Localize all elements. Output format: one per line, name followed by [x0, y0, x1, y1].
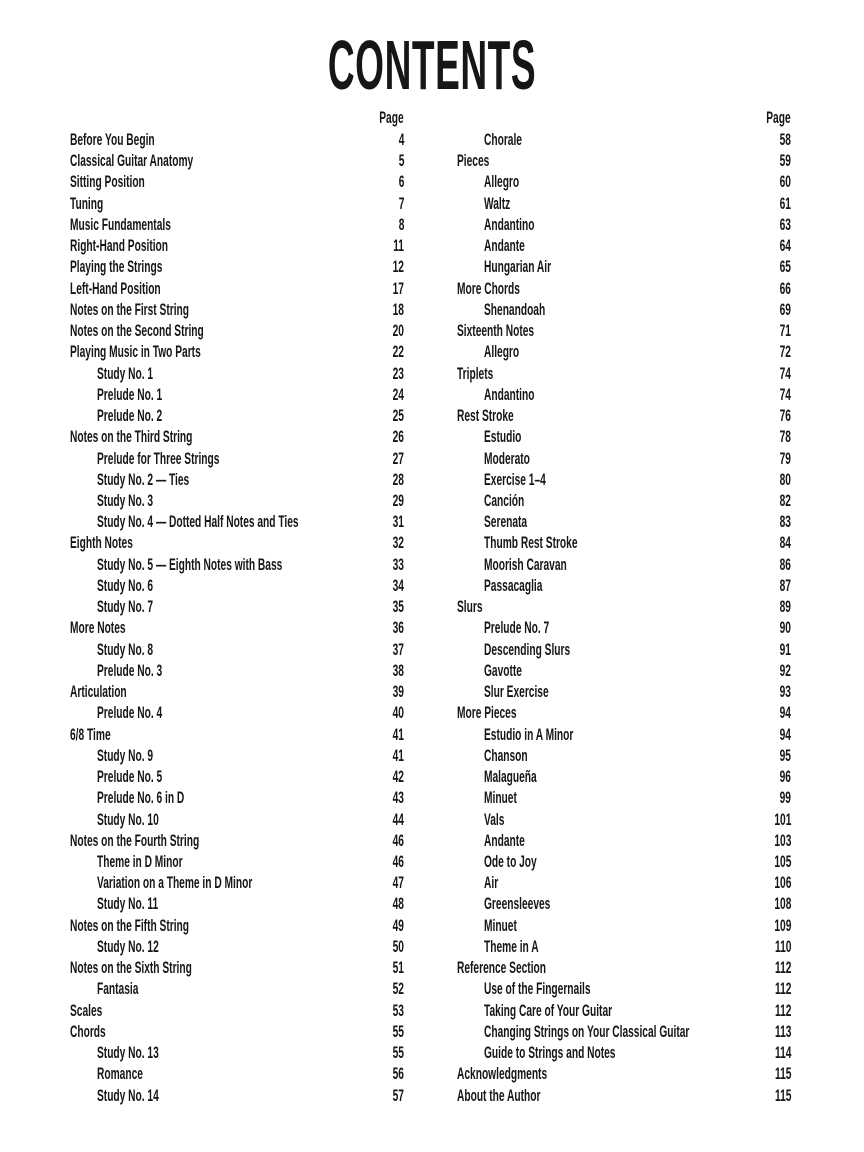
toc-entry-label: Theme in D Minor — [97, 851, 183, 871]
toc-columns — [70, 107, 791, 1106]
toc-entry — [457, 171, 791, 192]
toc-entry-page-number: 87 — [779, 575, 791, 595]
toc-entry-page-number: 64 — [779, 236, 791, 256]
toc-entry-label: Notes on the Fourth String — [70, 830, 200, 850]
toc-entry-label: Classical Guitar Anatomy — [70, 151, 194, 171]
toc-entry-label: 6/8 Time — [70, 724, 111, 744]
toc-entry-label: Study No. 3 — [97, 490, 154, 510]
toc-entry-label: Exercise 1–4 — [484, 469, 546, 489]
toc-entry-page-number: 95 — [779, 745, 791, 765]
toc-entry-label: Variation on a Theme in D Minor — [97, 873, 253, 893]
toc-entry — [457, 936, 791, 957]
toc-entry-page-number: 103 — [773, 830, 791, 850]
toc-entry-page-number: 46 — [392, 830, 404, 850]
toc-entry-label: Playing Music in Two Parts — [70, 342, 201, 362]
toc-entry-label: Study No. 14 — [97, 1085, 159, 1105]
toc-entry-page-number: 74 — [779, 363, 791, 383]
toc-entry-label: Theme in A — [484, 936, 539, 956]
toc-entry-page-number: 109 — [773, 915, 791, 935]
toc-entry-page-number: 53 — [392, 1000, 404, 1020]
toc-entry-page-number: 46 — [392, 851, 404, 871]
page-column-header-left — [70, 107, 404, 129]
toc-entry-page-number: 108 — [773, 894, 791, 914]
toc-entry-page-number: 47 — [392, 873, 404, 893]
toc-entry-page-number: 105 — [773, 851, 791, 871]
toc-entry-page-number: 27 — [392, 448, 404, 468]
toc-entry-page-number: 71 — [779, 321, 791, 341]
toc-entry — [457, 1000, 791, 1021]
toc-entry-label: Prelude for Three Strings — [97, 448, 220, 468]
toc-list-right — [457, 129, 791, 1106]
toc-entry-page-number: 99 — [779, 788, 791, 808]
toc-entry-page-number: 55 — [392, 1043, 404, 1063]
toc-entry-page-number: 23 — [392, 363, 404, 383]
toc-entry — [70, 299, 404, 320]
toc-entry-page-number: 84 — [779, 533, 791, 553]
toc-entry-page-number: 89 — [779, 597, 791, 617]
toc-entry-label: Before You Begin — [70, 130, 155, 149]
toc-entry — [457, 193, 791, 214]
toc-entry-page-number: 20 — [392, 321, 404, 341]
toc-entry-page-number: 5 — [398, 151, 404, 171]
toc-entry-label: Estudio — [484, 427, 522, 447]
toc-entry-page-number: 25 — [392, 406, 404, 426]
toc-entry — [70, 596, 404, 617]
toc-entry — [457, 426, 791, 447]
toc-entry-label: Fantasia — [97, 979, 139, 999]
toc-entry-page-number: 115 — [774, 1085, 791, 1105]
toc-column-left — [70, 107, 404, 1106]
toc-entry — [457, 1021, 791, 1042]
toc-entry — [70, 405, 404, 426]
toc-entry — [70, 681, 404, 702]
toc-entry — [70, 1000, 404, 1021]
page-column-header-right — [457, 107, 791, 129]
toc-entry — [70, 171, 404, 192]
toc-entry-page-number: 101 — [773, 809, 791, 829]
toc-entry — [457, 617, 791, 638]
toc-entry-label: Canción — [484, 490, 525, 510]
toc-entry-page-number: 92 — [779, 660, 791, 680]
toc-entry-page-number: 86 — [779, 554, 791, 574]
toc-entry — [457, 681, 791, 702]
toc-entry-page-number: 55 — [392, 1021, 404, 1041]
toc-entry-page-number: 94 — [779, 703, 791, 723]
toc-entry — [457, 384, 791, 405]
toc-entry-label: Shenandoah — [484, 299, 546, 319]
toc-entry — [457, 278, 791, 299]
toc-entry-page-number: 42 — [392, 767, 404, 787]
toc-entry-label: Andantino — [484, 384, 535, 404]
toc-entry-label: Malagueña — [484, 767, 537, 787]
toc-entry — [457, 490, 791, 511]
toc-entry-label: Andante — [484, 236, 525, 256]
toc-entry-label: Acknowledgments — [457, 1064, 548, 1084]
toc-entry — [457, 448, 791, 469]
toc-entry — [457, 660, 791, 681]
toc-entry-label: Moderato — [484, 448, 530, 468]
toc-entry — [70, 575, 404, 596]
toc-entry-page-number: 38 — [392, 660, 404, 680]
toc-entry — [457, 299, 791, 320]
toc-entry — [70, 278, 404, 299]
toc-entry — [457, 830, 791, 851]
toc-entry-label: Study No. 6 — [97, 575, 154, 595]
toc-entry-page-number: 12 — [392, 257, 404, 277]
toc-entry-label: Estudio in A Minor — [484, 724, 574, 744]
toc-entry-page-number: 34 — [392, 575, 404, 595]
toc-entry — [457, 957, 791, 978]
toc-entry-label: Minuet — [484, 915, 517, 935]
toc-entry-page-number: 29 — [392, 490, 404, 510]
toc-entry-page-number: 82 — [779, 490, 791, 510]
toc-entry — [70, 532, 404, 553]
toc-entry-label: Descending Slurs — [484, 639, 571, 659]
toc-entry-page-number: 57 — [392, 1085, 404, 1105]
toc-entry-page-number: 22 — [392, 342, 404, 362]
toc-entry-label: Notes on the Second String — [70, 321, 204, 341]
toc-entry-page-number: 58 — [779, 130, 791, 149]
toc-entry-page-number: 24 — [392, 384, 404, 404]
toc-entry — [70, 787, 404, 808]
toc-entry-page-number: 113 — [774, 1021, 791, 1041]
toc-entry — [457, 787, 791, 808]
toc-entry — [70, 129, 404, 150]
toc-entry-label: Allegro — [484, 172, 520, 192]
toc-entry-page-number: 83 — [779, 512, 791, 532]
toc-entry — [457, 575, 791, 596]
toc-entry — [70, 724, 404, 745]
toc-entry — [457, 978, 791, 999]
toc-entry-page-number: 78 — [779, 427, 791, 447]
toc-entry — [457, 596, 791, 617]
toc-entry-label: Andantino — [484, 214, 535, 234]
toc-entry-label: Playing the Strings — [70, 257, 163, 277]
toc-entry — [70, 554, 404, 575]
toc-entry-label: Study No. 4 — Dotted Half Notes and Ties — [97, 512, 299, 532]
toc-entry — [70, 490, 404, 511]
toc-entry-label: Study No. 8 — [97, 639, 154, 659]
toc-entry-page-number: 60 — [779, 172, 791, 192]
toc-entry-label: Study No. 5 — Eighth Notes with Bass — [97, 554, 283, 574]
toc-entry-page-number: 40 — [392, 703, 404, 723]
toc-entry-label: Serenata — [484, 512, 528, 532]
toc-entry — [70, 1042, 404, 1063]
toc-entry — [457, 129, 791, 150]
toc-entry-label: Moorish Caravan — [484, 554, 567, 574]
toc-entry-label: Chanson — [484, 745, 528, 765]
toc-entry — [70, 936, 404, 957]
toc-entry-page-number: 110 — [774, 936, 791, 956]
toc-entry-label: Slurs — [457, 597, 483, 617]
toc-entry — [70, 384, 404, 405]
toc-entry-label: Right-Hand Position — [70, 236, 169, 256]
toc-entry — [70, 1063, 404, 1084]
toc-entry-label: Study No. 7 — [97, 597, 154, 617]
toc-entry — [70, 193, 404, 214]
toc-entry-page-number: 74 — [779, 384, 791, 404]
toc-entry — [70, 872, 404, 893]
toc-entry-page-number: 93 — [779, 682, 791, 702]
toc-entry-label: Left-Hand Position — [70, 278, 161, 298]
toc-entry-page-number: 115 — [774, 1064, 791, 1084]
toc-entry-page-number: 43 — [392, 788, 404, 808]
toc-entry-page-number: 69 — [779, 299, 791, 319]
toc-entry — [70, 702, 404, 723]
toc-entry-page-number: 28 — [392, 469, 404, 489]
toc-entry-label: Sixteenth Notes — [457, 321, 535, 341]
toc-entry-page-number: 36 — [392, 618, 404, 638]
toc-entry-label: Rest Stroke — [457, 406, 514, 426]
toc-entry-page-number: 106 — [773, 873, 791, 893]
toc-entry — [457, 872, 791, 893]
toc-entry-page-number: 26 — [392, 427, 404, 447]
toc-entry-label: Scales — [70, 1000, 103, 1020]
toc-column-right — [457, 107, 791, 1106]
toc-entry-page-number: 94 — [779, 724, 791, 744]
page-header-label: Page — [379, 108, 404, 127]
toc-entry-label: Slur Exercise — [484, 682, 549, 702]
toc-entry — [70, 830, 404, 851]
toc-entry — [457, 745, 791, 766]
toc-entry — [70, 660, 404, 681]
toc-entry — [70, 150, 404, 171]
toc-entry — [457, 1085, 791, 1106]
toc-entry-page-number: 17 — [392, 278, 404, 298]
toc-entry-label: Pieces — [457, 151, 490, 171]
toc-entry — [70, 341, 404, 362]
toc-entry-label: Articulation — [70, 682, 127, 702]
toc-entry-page-number: 37 — [392, 639, 404, 659]
toc-entry-label: Chords — [70, 1021, 106, 1041]
toc-entry — [457, 363, 791, 384]
toc-entry-page-number: 50 — [392, 936, 404, 956]
toc-entry-label: More Chords — [457, 278, 520, 298]
toc-entry-label: Ode to Joy — [484, 851, 537, 871]
page-title: CONTENTS — [327, 26, 537, 104]
toc-entry-label: Minuet — [484, 788, 517, 808]
toc-entry — [70, 1085, 404, 1106]
toc-entry-label: Study No. 1 — [97, 363, 154, 383]
toc-entry — [457, 214, 791, 235]
toc-entry — [457, 1063, 791, 1084]
toc-entry-label: Triplets — [457, 363, 494, 383]
toc-entry — [70, 745, 404, 766]
toc-entry-page-number: 112 — [774, 979, 791, 999]
toc-entry — [70, 1021, 404, 1042]
toc-entry — [70, 639, 404, 660]
toc-entry-page-number: 76 — [779, 406, 791, 426]
toc-entry-label: Prelude No. 4 — [97, 703, 163, 723]
toc-entry-label: Allegro — [484, 342, 520, 362]
toc-entry — [457, 809, 791, 830]
toc-entry-page-number: 59 — [779, 151, 791, 171]
toc-entry — [457, 469, 791, 490]
toc-entry — [70, 511, 404, 532]
toc-entry-page-number: 18 — [392, 299, 404, 319]
toc-entry — [70, 766, 404, 787]
toc-entry-page-number: 63 — [779, 214, 791, 234]
toc-entry-label: Andante — [484, 830, 525, 850]
toc-entry — [70, 426, 404, 447]
toc-entry-page-number: 49 — [392, 915, 404, 935]
toc-entry — [457, 915, 791, 936]
toc-entry — [70, 469, 404, 490]
toc-entry — [457, 893, 791, 914]
toc-entry — [70, 448, 404, 469]
toc-entry-page-number: 41 — [392, 724, 404, 744]
toc-entry-label: About the Author — [457, 1085, 541, 1105]
toc-entry-label: Notes on the First String — [70, 299, 190, 319]
toc-entry-page-number: 32 — [392, 533, 404, 553]
toc-entry-label: Study No. 9 — [97, 745, 154, 765]
toc-entry-label: Prelude No. 5 — [97, 767, 163, 787]
toc-entry-label: Taking Care of Your Guitar — [484, 1000, 613, 1020]
toc-entry — [70, 978, 404, 999]
toc-entry-page-number: 61 — [779, 193, 791, 213]
page-header-label: Page — [766, 108, 791, 127]
toc-entry — [457, 639, 791, 660]
toc-entry — [457, 235, 791, 256]
toc-entry-label: Hungarian Air — [484, 257, 552, 277]
toc-entry-label: Tuning — [70, 193, 104, 213]
toc-entry — [70, 256, 404, 277]
toc-entry-label: Gavotte — [484, 660, 522, 680]
toc-entry — [70, 214, 404, 235]
toc-entry-label: Chorale — [484, 130, 522, 149]
toc-entry-label: Prelude No. 2 — [97, 406, 163, 426]
toc-entry — [70, 320, 404, 341]
toc-entry-label: Reference Section — [457, 958, 547, 978]
toc-entry — [457, 532, 791, 553]
toc-entry-page-number: 72 — [779, 342, 791, 362]
toc-entry-label: Eighth Notes — [70, 533, 133, 553]
toc-entry-label: Study No. 10 — [97, 809, 159, 829]
toc-entry-page-number: 44 — [392, 809, 404, 829]
toc-entry — [70, 617, 404, 638]
toc-entry — [457, 405, 791, 426]
toc-entry-label: Notes on the Third String — [70, 427, 193, 447]
toc-entry-page-number: 51 — [392, 958, 404, 978]
toc-entry-page-number: 52 — [392, 979, 404, 999]
toc-entry-page-number: 31 — [392, 512, 404, 532]
toc-entry-label: Study No. 11 — [97, 894, 159, 914]
toc-entry — [70, 851, 404, 872]
toc-entry-label: Prelude No. 7 — [484, 618, 550, 638]
toc-entry — [457, 724, 791, 745]
toc-entry-page-number: 35 — [392, 597, 404, 617]
toc-entry-page-number: 4 — [398, 130, 404, 149]
toc-entry — [457, 341, 791, 362]
toc-entry — [457, 554, 791, 575]
toc-entry-label: Sitting Position — [70, 172, 145, 192]
toc-entry-page-number: 65 — [779, 257, 791, 277]
toc-entry — [457, 702, 791, 723]
toc-entry-page-number: 79 — [779, 448, 791, 468]
toc-entry-label: Romance — [97, 1064, 143, 1084]
toc-entry-label: Notes on the Fifth String — [70, 915, 189, 935]
toc-entry-label: Guide to Strings and Notes — [484, 1043, 616, 1063]
toc-entry — [70, 809, 404, 830]
toc-entry-page-number: 11 — [393, 236, 404, 256]
toc-entry — [457, 511, 791, 532]
toc-entry-label: Passacaglia — [484, 575, 543, 595]
toc-entry-page-number: 114 — [774, 1043, 791, 1063]
toc-entry — [457, 320, 791, 341]
toc-entry-page-number: 6 — [398, 172, 404, 192]
toc-entry-page-number: 91 — [779, 639, 791, 659]
toc-entry — [457, 1042, 791, 1063]
toc-list-left — [70, 129, 404, 1106]
toc-entry-page-number: 8 — [398, 214, 404, 234]
toc-entry-label: Prelude No. 1 — [97, 384, 163, 404]
toc-entry-label: Study No. 13 — [97, 1043, 159, 1063]
toc-entry-page-number: 112 — [774, 958, 791, 978]
toc-entry-label: Study No. 2 — Ties — [97, 469, 190, 489]
toc-entry-label: Air — [484, 873, 499, 893]
toc-entry-label: Study No. 12 — [97, 936, 159, 956]
toc-entry — [457, 256, 791, 277]
toc-entry — [457, 766, 791, 787]
toc-entry-page-number: 90 — [779, 618, 791, 638]
toc-entry — [70, 363, 404, 384]
toc-entry-label: Changing Strings on Your Classical Guitar — [484, 1021, 690, 1041]
toc-entry — [70, 915, 404, 936]
toc-entry — [70, 235, 404, 256]
toc-entry-page-number: 33 — [392, 554, 404, 574]
toc-entry-page-number: 112 — [774, 1000, 791, 1020]
toc-entry-label: Prelude No. 6 in D — [97, 788, 185, 808]
toc-entry — [457, 150, 791, 171]
toc-entry — [70, 893, 404, 914]
toc-entry-label: Greensleeves — [484, 894, 551, 914]
toc-entry-page-number: 66 — [779, 278, 791, 298]
toc-entry-label: Use of the Fingernails — [484, 979, 591, 999]
toc-entry-label: Prelude No. 3 — [97, 660, 163, 680]
toc-entry-page-number: 39 — [392, 682, 404, 702]
toc-entry — [457, 851, 791, 872]
toc-entry-label: Music Fundamentals — [70, 214, 171, 234]
toc-entry-label: Vals — [484, 809, 505, 829]
toc-entry-page-number: 7 — [398, 193, 404, 213]
toc-entry-page-number: 96 — [779, 767, 791, 787]
toc-entry — [70, 957, 404, 978]
toc-entry-label: More Notes — [70, 618, 126, 638]
toc-entry-page-number: 56 — [392, 1064, 404, 1084]
toc-entry-label: Waltz — [484, 193, 511, 213]
toc-entry-label: Thumb Rest Stroke — [484, 533, 578, 553]
toc-entry-page-number: 48 — [392, 894, 404, 914]
toc-entry-page-number: 41 — [392, 745, 404, 765]
toc-entry-label: More Pieces — [457, 703, 517, 723]
toc-entry-page-number: 80 — [779, 469, 791, 489]
toc-entry-label: Notes on the Sixth String — [70, 958, 192, 978]
